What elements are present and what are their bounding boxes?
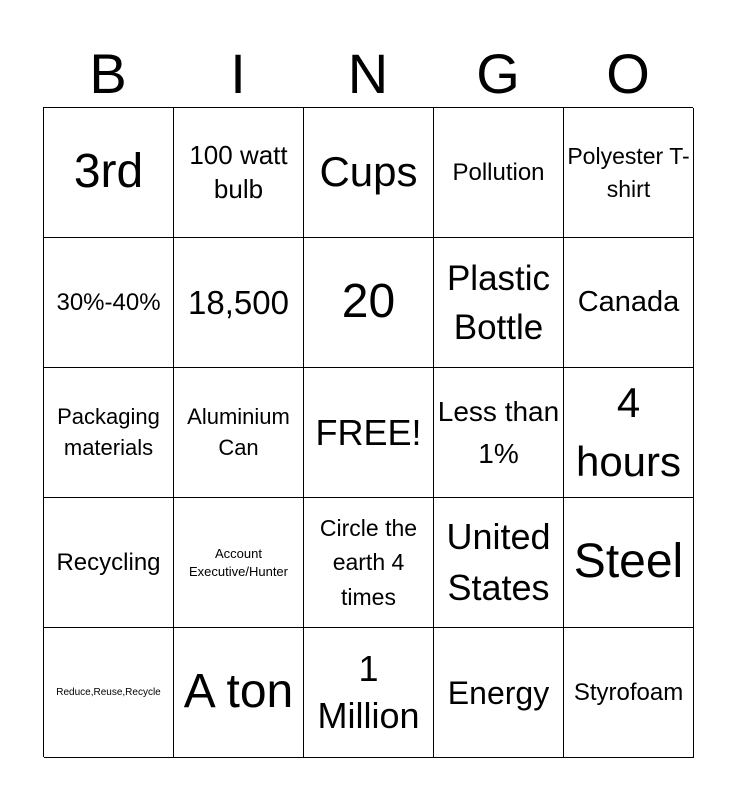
- bingo-cell[interactable]: [44, 238, 174, 368]
- bingo-cell[interactable]: [44, 628, 174, 758]
- header-letter-g: G: [476, 42, 520, 105]
- bingo-cell[interactable]: [564, 238, 694, 368]
- bingo-cell[interactable]: [304, 108, 434, 238]
- cell-text: Canada: [577, 285, 680, 318]
- cell-text: 4 hours: [575, 378, 682, 485]
- cell-text: A ton: [183, 665, 294, 719]
- cell-text: Circle the earth 4 times: [319, 514, 418, 610]
- bingo-cell[interactable]: [564, 498, 694, 628]
- bingo-grid: [43, 107, 693, 757]
- cell-text: 30%-40%: [56, 288, 161, 316]
- cell-text: Recycling: [56, 548, 161, 576]
- bingo-cell[interactable]: [44, 368, 174, 498]
- header-letter-n: N: [347, 42, 389, 105]
- bingo-cell[interactable]: [434, 498, 564, 628]
- bingo-cell[interactable]: [174, 368, 304, 498]
- cell-text: Account Executive/Hunter: [189, 545, 288, 579]
- header-letter-b: B: [89, 42, 127, 105]
- bingo-cell[interactable]: [564, 368, 694, 498]
- cell-text: United States: [446, 516, 551, 608]
- bingo-cell[interactable]: [434, 238, 564, 368]
- cell-text: Steel: [573, 535, 684, 589]
- cell-text: Pollution: [452, 158, 545, 186]
- cell-text: FREE!: [315, 412, 422, 453]
- cell-text: Packaging materials: [57, 403, 160, 460]
- bingo-cell[interactable]: [304, 238, 434, 368]
- bingo-cell[interactable]: [44, 498, 174, 628]
- cell-text: 100 watt bulb: [189, 139, 288, 204]
- cell-text: Less than 1%: [437, 395, 560, 469]
- header-letter-o: O: [606, 42, 650, 105]
- cell-text: Polyester T-shirt: [567, 143, 690, 202]
- bingo-cell[interactable]: [304, 628, 434, 758]
- bingo-cell[interactable]: [174, 108, 304, 238]
- cell-text: 3rd: [73, 145, 144, 199]
- bingo-cell[interactable]: [434, 628, 564, 758]
- cell-text: Reduce,Reuse,Recycle: [56, 686, 161, 698]
- cell-text: 20: [341, 275, 396, 329]
- bingo-cell[interactable]: [434, 108, 564, 238]
- cell-text: Aluminium Can: [187, 403, 290, 460]
- bingo-cell[interactable]: [564, 628, 694, 758]
- bingo-cell[interactable]: [434, 368, 564, 498]
- header-letter-i: I: [230, 42, 246, 105]
- bingo-cell[interactable]: [174, 238, 304, 368]
- bingo-cell[interactable]: [304, 368, 434, 498]
- cell-text: Cups: [319, 148, 418, 196]
- bingo-cell[interactable]: [304, 498, 434, 628]
- bingo-cell[interactable]: [44, 108, 174, 238]
- bingo-cell[interactable]: [564, 108, 694, 238]
- bingo-cell[interactable]: [174, 628, 304, 758]
- cell-text: Energy: [447, 674, 550, 711]
- cell-text: Styrofoam: [573, 678, 684, 706]
- bingo-header: [43, 40, 693, 108]
- cell-text: Plastic Bottle: [446, 258, 551, 347]
- cell-text: 18,500: [188, 283, 289, 321]
- cell-text: 1 Million: [317, 647, 420, 736]
- bingo-cell[interactable]: [174, 498, 304, 628]
